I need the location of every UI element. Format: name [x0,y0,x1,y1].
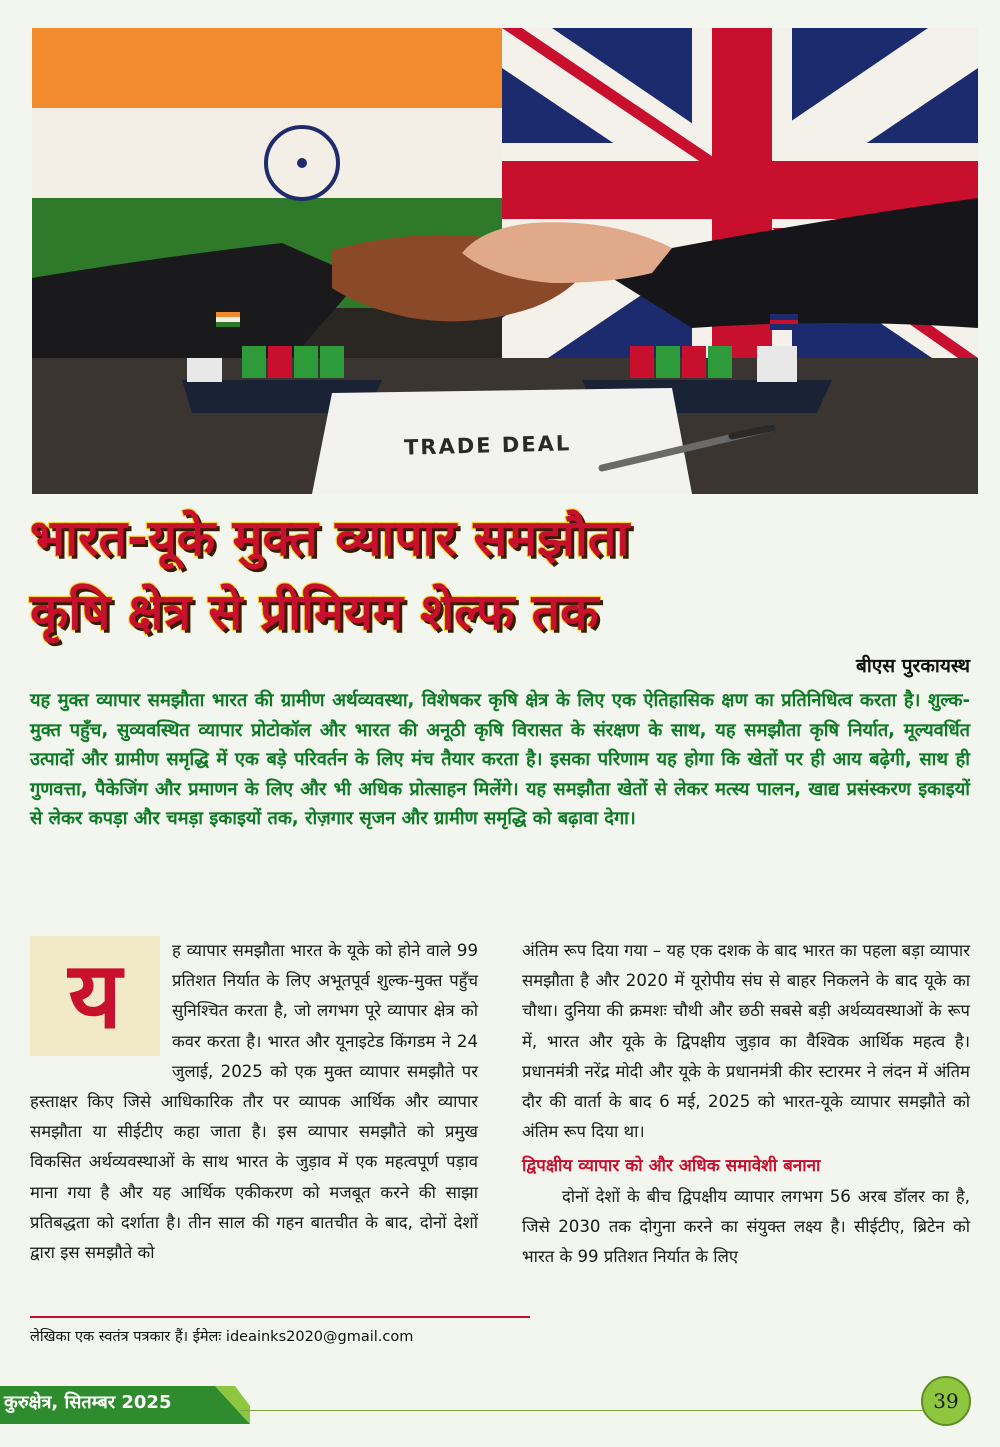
trade-deal-label: TRADE DEAL [403,431,572,460]
hero-image [32,28,978,494]
body-column-right [522,936,970,1272]
body-paragraph: दोनों देशों के बीच द्विपक्षीय व्यापार लगभग 56 अरब डॉलर का है, जिसे 2030 तक दोगुना करने का संयुक्त लक्ष्य है। सीईटीए, ब्रिटेन को भारत के 99 प्रतिशत निर्यात के लिए [522,1186,970,1267]
author-name: बीएस पुरकायस्थ [856,655,970,677]
dropcap [30,936,160,1056]
article-title-line1: भारत-यूके मुक्त व्यापार समझौता [30,509,630,567]
footer-divider [240,1410,930,1411]
author-footnote: लेखिका एक स्वतंत्र पत्रकार हैं। ईमेलः ideainks2020@gmail.com [30,1329,414,1345]
article-title-line2: कृषि क्षेत्र से प्रीमियम शेल्फ तक [30,583,599,641]
page-number: 39 [921,1376,971,1426]
india-flag [32,28,502,108]
article-abstract: यह मुक्त व्यापार समझौता भारत की ग्रामीण अर्थव्यवस्था, विशेषकर कृषि क्षेत्र के लिए एक ऐतिहासिक क्षण का प्रतिनिधित्व करता है। शुल्क-मुक्त पहुँच, सुव्यवस्थित व्यापार प्रोटोकॉल और भारत की अनूठी कृषि विरासत के संरक्षण के साथ, यह समझौता कृषि निर्यात, मूल्यवर्धित उत्पादों और ग्रामीण समृद्धि में एक बड़े परिवर्तन के लिए मंच तैयार करता है। इसका परिणाम यह होगा कि खेतों पर ही आय बढ़ेगी, साथ ही गुणवत्ता, पैकेजिंग और प्रमाणन के लिए और भी अधिक प्रोत्साहन मिलेंगे। यह समझौता खेतों से लेकर मत्स्य पालन, खाद्य प्रसंस्करण इकाइयों से लेकर कपड़ा और चमड़ा इकाइयों तक, रोज़गार सृजन और ग्रामीण समृद्धि को बढ़ावा देगा। [30,690,970,829]
dropcap-letter: य [68,942,122,1049]
magazine-issue: कुरुक्षेत्र, सितम्बर 2025 [4,1392,172,1413]
body-paragraph: ह व्यापार समझौता भारत के यूके को होने वाले 99 प्रतिशत निर्यात के लिए अभूतपूर्व शुल्क-मुक्त पहुँच सुनिश्चित करता है, जो लगभग पूरे व्यापार क्षेत्र को कवर करता है। भारत और यूनाइटेड किंगडम ने 24 जुलाई, 2025 को एक मुक्त व्यापार समझौते पर हस्ताक्षर किए जिसे आधिकारिक तौर पर व्यापक आर्थिक और व्यापार समझौता या सीईटीए कहा जाता है। इस व्यापार समझौते को प्रमुख विकसित अर्थव्यवस्थाओं के साथ भारत के जुड़ाव में एक महत्वपूर्ण पड़ाव माना गया है और यह आर्थिक एकीकरण को मजबूत करने की साझा प्रतिबद्धता को दर्शाता है। तीन साल की गहन बातचीत के बाद, दोनों देशों द्वारा इस समझौते को [30,941,478,1263]
section-subheading: द्विपक्षीय व्यापार को और अधिक समावेशी बनाना [522,1156,821,1177]
handshake-illustration [32,28,978,494]
footnote-divider [30,1316,530,1318]
body-column-left [30,936,478,1268]
body-paragraph: अंतिम रूप दिया गया – यह एक दशक के बाद भारत का पहला बड़ा व्यापार समझौता है और 2020 में यूरोपीय संघ से बाहर निकलने के बाद यूके का चौथा। दुनिया की क्रमशः चौथी और छठी सबसे बड़ी अर्थव्यवस्थाओं के रूप में, भारत और यूके के द्विपक्षीय जुड़ाव का वैश्विक आर्थिक महत्व है। प्रधानमंत्री नरेंद्र मोदी और यूके के प्रधानमंत्री कीर स्टारमर ने लंदन में अंतिम दौर की वार्ता के बाद 6 मई, 2025 को भारत-यूके व्यापार समझौते को अंतिम रूप दिया था। [522,941,970,1142]
